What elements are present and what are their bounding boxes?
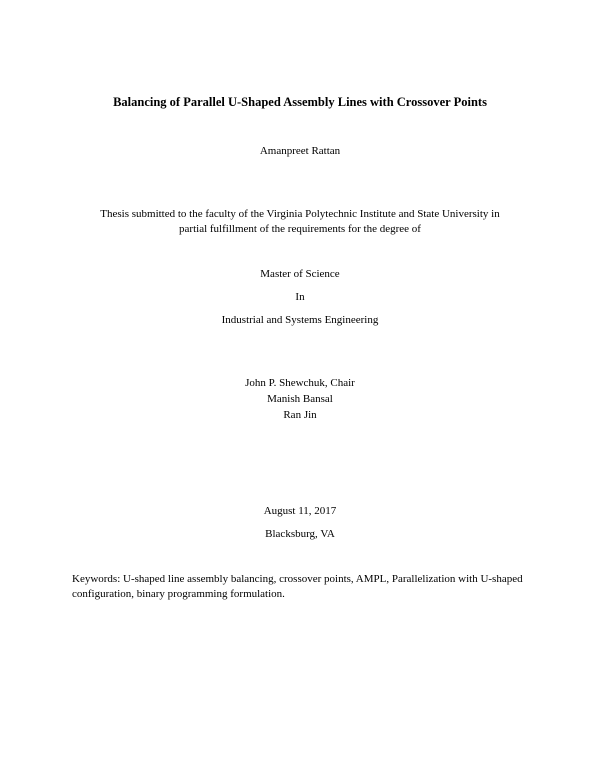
keywords-paragraph: Keywords: U-shaped line assembly balancing, crossover points, AMPL, Parallelization with U-shaped configuration, binary programming formulation. [72, 573, 523, 600]
degree-name: Master of Science [260, 268, 340, 280]
submission-statement-line-2: partial fulfillment of the requirements for the degree of [179, 223, 421, 235]
in-label: In [295, 291, 305, 303]
committee-chair: John P. Shewchuk, Chair [245, 377, 355, 389]
defense-date: August 11, 2017 [263, 505, 337, 517]
location: Blacksburg, VA [265, 528, 335, 540]
committee-member: Manish Bansal [267, 393, 333, 405]
author-name: Amanpreet Rattan [259, 145, 341, 157]
department-name: Industrial and Systems Engineering [221, 314, 379, 326]
thesis-title: Balancing of Parallel U-Shaped Assembly Lines with Crossover Points [113, 95, 487, 109]
committee-member: Ran Jin [283, 409, 317, 421]
submission-statement-line-1: Thesis submitted to the faculty of the Virginia Polytechnic Institute and State University in [100, 208, 500, 220]
